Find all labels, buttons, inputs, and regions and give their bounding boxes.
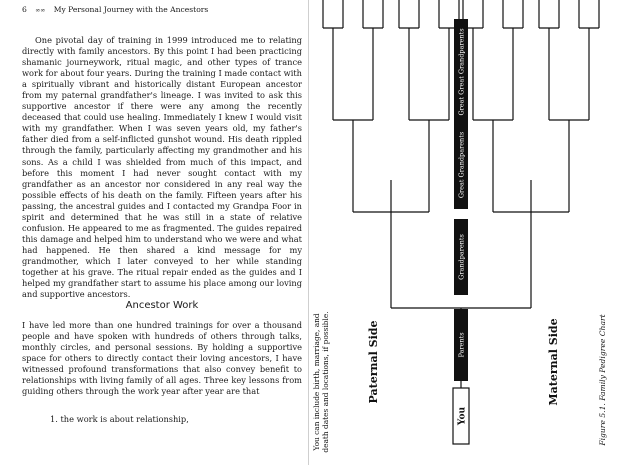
body-paragraph-2: I have led more than one hundred trainings for over a thousand people and have spoken with hundreds of others through talks, monthly circles, and personal sessions. By holding a supportive space for others to directly contact their loving ancestors, I have witnessed profound transformations that also convey benefit to relationships with living family of all ages. Three key lessons from guiding others through the work year after year are that: [22, 320, 302, 397]
parents-label: Parents: [457, 332, 466, 358]
you-box-group: [453, 388, 469, 444]
list-item: 1. the work is about relationship,: [50, 414, 189, 424]
running-title: My Personal Journey with the Ancestors: [53, 5, 209, 14]
left-page: [0, 0, 309, 465]
running-header: [22, 5, 208, 14]
figure-caption: Figure 5.1. Family Pedigree Chart: [598, 314, 607, 446]
instruction-line-2: death dates and locations, if possible.: [321, 311, 330, 453]
section-heading: Ancestor Work: [125, 300, 199, 311]
grandparents-bar-group: [454, 219, 468, 295]
great-great-grandparents-label: Great Great Grandparents: [457, 28, 466, 116]
great-grandparents-bar-group: [454, 121, 468, 209]
great-grandparents-label: Great Grandparents: [457, 131, 466, 199]
header-ornament: ∞∞: [35, 7, 46, 14]
pedigree-chart: [309, 0, 620, 465]
parents-bar-group: [454, 309, 468, 381]
maternal-side-label: Maternal Side: [547, 318, 560, 406]
instruction-line-1: You can include birth, marriage, and: [312, 313, 321, 451]
body-paragraph-1: One pivotal day of training in 1999 introduced me to relating directly with family ancestors. By this point I had been practicing shamanic journeywork, ritual magic, and other types of trance work for about four years. During the training I made contact with a spiritually vibrant and historically distant European ancestor from my paternal grandfather's lineage. I was invited to ask this supportive ancestor if there were any among the recently deceased that could use healing. Immediately I knew I would visit with my grandfather. When I was seven years old, my father's father died from a self-inflicted gunshot wound. His death rippled through the family, particularly affecting my grandmother and his sons. As a child I was shielded from much of this impact, and before this moment I had never sought contact with my grandfather as an ancestor nor considered in any real way the possible effects of his death on the family. Fifteen years after his passing, the ancestral guides and I contacted my Grandpa Foor in spirit and determined that he was still in a state of relative confusion. He appeared to me as fragmented. The guides repaired this damage and helped him to understand who we were and what had happened. He then shared a kind message for my grandmother, which I later conveyed to her while standing together at his grave. The ritual repair ended as the guides and I helped my grandfather start to assume his place among our loving and supportive ancestors.: [22, 35, 302, 300]
you-label: You: [457, 406, 468, 426]
right-page: [309, 0, 620, 465]
page-number: 6: [22, 5, 27, 14]
paternal-side-label: Paternal Side: [367, 320, 380, 404]
great-great-grandparents-bar-group: [454, 19, 468, 125]
grandparents-label: Grandparents: [457, 234, 466, 280]
